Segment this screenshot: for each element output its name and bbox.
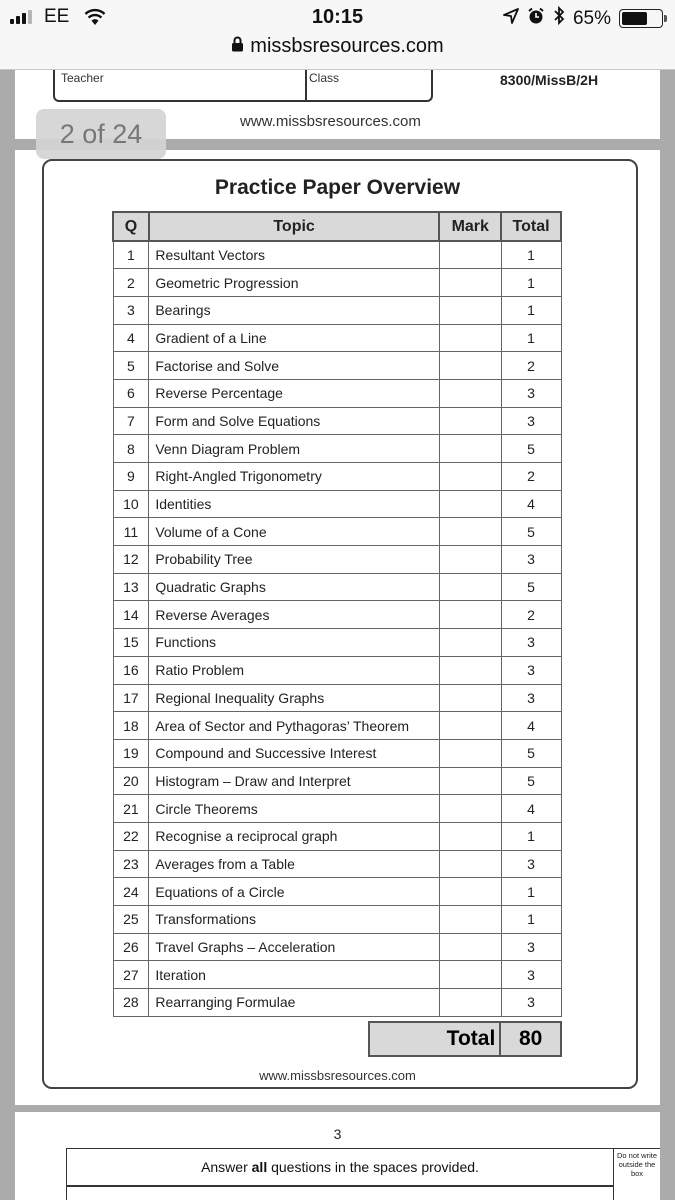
total-value: 80 (501, 1023, 560, 1055)
row-q: 5 (113, 352, 149, 380)
battery-level-fill (622, 12, 647, 25)
row-topic: Ratio Problem (149, 656, 440, 684)
row-total: 1 (501, 822, 561, 850)
class-label: Class (309, 71, 340, 85)
table-header-row (113, 212, 561, 241)
table-row (113, 712, 561, 740)
row-mark[interactable] (439, 850, 501, 878)
row-mark[interactable] (439, 989, 501, 1017)
instruction-prefix: Answer (201, 1159, 252, 1175)
row-q: 25 (113, 906, 149, 934)
page-number: 3 (333, 1126, 342, 1142)
row-topic: Reverse Averages (149, 601, 440, 629)
row-mark[interactable] (439, 601, 501, 629)
page-title: Practice Paper Overview (214, 176, 461, 199)
row-total: 2 (501, 601, 561, 629)
row-mark[interactable] (439, 573, 501, 601)
row-mark[interactable] (439, 822, 501, 850)
total-label: Total (370, 1023, 501, 1055)
row-mark[interactable] (439, 906, 501, 934)
row-total: 3 (501, 379, 561, 407)
instruction-box (66, 1148, 614, 1200)
row-total: 1 (501, 269, 561, 297)
table-row (113, 822, 561, 850)
instruction-text (67, 1159, 613, 1175)
table-row (113, 850, 561, 878)
row-mark[interactable] (439, 379, 501, 407)
row-q: 26 (113, 933, 149, 961)
table-row (113, 435, 561, 463)
row-total: 1 (501, 906, 561, 934)
row-total: 3 (501, 989, 561, 1017)
total-row (368, 1021, 562, 1057)
page-footer-url: www.missbsresources.com (240, 113, 421, 130)
row-q: 9 (113, 463, 149, 491)
table-row (113, 684, 561, 712)
header-total: Total (501, 212, 561, 241)
header-mark: Mark (439, 212, 501, 241)
row-q: 24 (113, 878, 149, 906)
row-total: 3 (501, 684, 561, 712)
battery-icon (619, 9, 663, 28)
row-mark[interactable] (439, 324, 501, 352)
row-total: 4 (501, 712, 561, 740)
status-time: 10:15 (311, 6, 364, 28)
row-topic: Form and Solve Equations (149, 407, 440, 435)
row-mark[interactable] (439, 463, 501, 491)
row-total: 3 (501, 629, 561, 657)
row-mark[interactable] (439, 684, 501, 712)
row-q: 11 (113, 518, 149, 546)
row-total: 5 (501, 739, 561, 767)
bluetooth-icon (553, 6, 565, 31)
row-q: 14 (113, 601, 149, 629)
row-q: 20 (113, 767, 149, 795)
table-row (113, 407, 561, 435)
table-row (113, 933, 561, 961)
overview-table (112, 211, 562, 1017)
teacher-label: Teacher (61, 71, 104, 85)
row-q: 3 (113, 296, 149, 324)
row-total: 1 (501, 296, 561, 324)
row-topic: Venn Diagram Problem (149, 435, 440, 463)
row-topic: Factorise and Solve (149, 352, 440, 380)
row-q: 13 (113, 573, 149, 601)
document-page-3 (15, 1112, 660, 1200)
table-row (113, 767, 561, 795)
table-row (113, 324, 561, 352)
row-total: 3 (501, 656, 561, 684)
row-topic: Circle Theorems (149, 795, 440, 823)
row-q: 4 (113, 324, 149, 352)
row-q: 2 (113, 269, 149, 297)
row-q: 17 (113, 684, 149, 712)
row-topic: Histogram – Draw and Interpret (149, 767, 440, 795)
table-row (113, 463, 561, 491)
row-total: 1 (501, 324, 561, 352)
row-topic: Probability Tree (149, 546, 440, 574)
row-total: 3 (501, 407, 561, 435)
row-q: 8 (113, 435, 149, 463)
table-row (113, 601, 561, 629)
table-row (113, 490, 561, 518)
row-topic: Travel Graphs – Acceleration (149, 933, 440, 961)
row-mark[interactable] (439, 629, 501, 657)
page-indicator: 2 of 24 (36, 109, 166, 159)
row-total: 3 (501, 961, 561, 989)
row-mark[interactable] (439, 546, 501, 574)
row-mark[interactable] (439, 961, 501, 989)
row-topic: Iteration (149, 961, 440, 989)
page-footer-url: www.missbsresources.com (259, 1068, 416, 1083)
paper-code: 8300/MissB/2H (500, 72, 599, 88)
row-q: 7 (113, 407, 149, 435)
table-row (113, 269, 561, 297)
table-row (113, 878, 561, 906)
browser-top-bar (0, 0, 675, 70)
row-total: 1 (501, 241, 561, 269)
row-mark[interactable] (439, 795, 501, 823)
row-total: 5 (501, 767, 561, 795)
row-mark[interactable] (439, 739, 501, 767)
row-topic: Area of Sector and Pythagoras’ Theorem (149, 712, 440, 740)
row-mark[interactable] (439, 407, 501, 435)
margin-note: Do not write outside the box (616, 1151, 658, 1178)
row-q: 21 (113, 795, 149, 823)
row-topic: Reverse Percentage (149, 379, 440, 407)
row-q: 27 (113, 961, 149, 989)
row-q: 28 (113, 989, 149, 1017)
row-total: 2 (501, 463, 561, 491)
row-q: 12 (113, 546, 149, 574)
table-row (113, 656, 561, 684)
row-mark[interactable] (439, 878, 501, 906)
status-bar (0, 6, 675, 30)
row-mark[interactable] (439, 241, 501, 269)
row-total: 4 (501, 490, 561, 518)
row-mark[interactable] (439, 490, 501, 518)
table-row (113, 352, 561, 380)
header-topic: Topic (149, 212, 440, 241)
instruction-bold: all (251, 1159, 268, 1175)
row-total: 3 (501, 933, 561, 961)
carrier-name: EE (44, 6, 70, 27)
row-topic: Averages from a Table (149, 850, 440, 878)
lock-icon (231, 35, 244, 58)
row-q: 16 (113, 656, 149, 684)
document-page-2 (15, 150, 660, 1105)
row-topic: Rearranging Formulae (149, 989, 440, 1017)
row-total: 1 (501, 878, 561, 906)
table-row (113, 961, 561, 989)
row-total: 3 (501, 850, 561, 878)
row-mark[interactable] (439, 767, 501, 795)
table-row (113, 629, 561, 657)
row-total: 3 (501, 546, 561, 574)
row-topic: Regional Inequality Graphs (149, 684, 440, 712)
row-mark[interactable] (439, 933, 501, 961)
row-topic: Equations of a Circle (149, 878, 440, 906)
url-bar[interactable] (0, 35, 675, 58)
location-arrow-icon (503, 8, 519, 30)
row-total: 2 (501, 352, 561, 380)
table-row (113, 241, 561, 269)
row-total: 5 (501, 573, 561, 601)
instruction-divider (67, 1185, 613, 1187)
row-topic: Right-Angled Trigonometry (149, 463, 440, 491)
row-topic: Geometric Progression (149, 269, 440, 297)
row-mark[interactable] (439, 518, 501, 546)
row-total: 4 (501, 795, 561, 823)
row-total: 5 (501, 435, 561, 463)
table-row (113, 906, 561, 934)
row-q: 23 (113, 850, 149, 878)
table-row (113, 739, 561, 767)
row-q: 1 (113, 241, 149, 269)
row-topic: Quadratic Graphs (149, 573, 440, 601)
table-row (113, 296, 561, 324)
header-q: Q (113, 212, 149, 241)
row-topic: Gradient of a Line (149, 324, 440, 352)
row-topic: Volume of a Cone (149, 518, 440, 546)
margin-box (614, 1148, 660, 1200)
table-row (113, 989, 561, 1017)
row-q: 19 (113, 739, 149, 767)
table-row (113, 795, 561, 823)
table-row (113, 573, 561, 601)
row-q: 18 (113, 712, 149, 740)
row-q: 6 (113, 379, 149, 407)
row-q: 15 (113, 629, 149, 657)
row-mark[interactable] (439, 296, 501, 324)
row-total: 5 (501, 518, 561, 546)
alarm-clock-icon (527, 7, 545, 31)
row-topic: Identities (149, 490, 440, 518)
row-mark[interactable] (439, 269, 501, 297)
row-mark[interactable] (439, 712, 501, 740)
row-topic: Transformations (149, 906, 440, 934)
table-row (113, 379, 561, 407)
row-topic: Functions (149, 629, 440, 657)
row-topic: Recognise a reciprocal graph (149, 822, 440, 850)
row-mark[interactable] (439, 352, 501, 380)
row-mark[interactable] (439, 435, 501, 463)
table-row (113, 546, 561, 574)
battery-percent: 65% (572, 7, 611, 29)
table-row (113, 518, 561, 546)
instruction-suffix: questions in the spaces provided. (267, 1159, 479, 1175)
row-topic: Resultant Vectors (149, 241, 440, 269)
row-topic: Compound and Successive Interest (149, 739, 440, 767)
row-mark[interactable] (439, 656, 501, 684)
url-text[interactable]: missbsresources.com (250, 35, 444, 57)
row-topic: Bearings (149, 296, 440, 324)
row-q: 22 (113, 822, 149, 850)
row-q: 10 (113, 490, 149, 518)
